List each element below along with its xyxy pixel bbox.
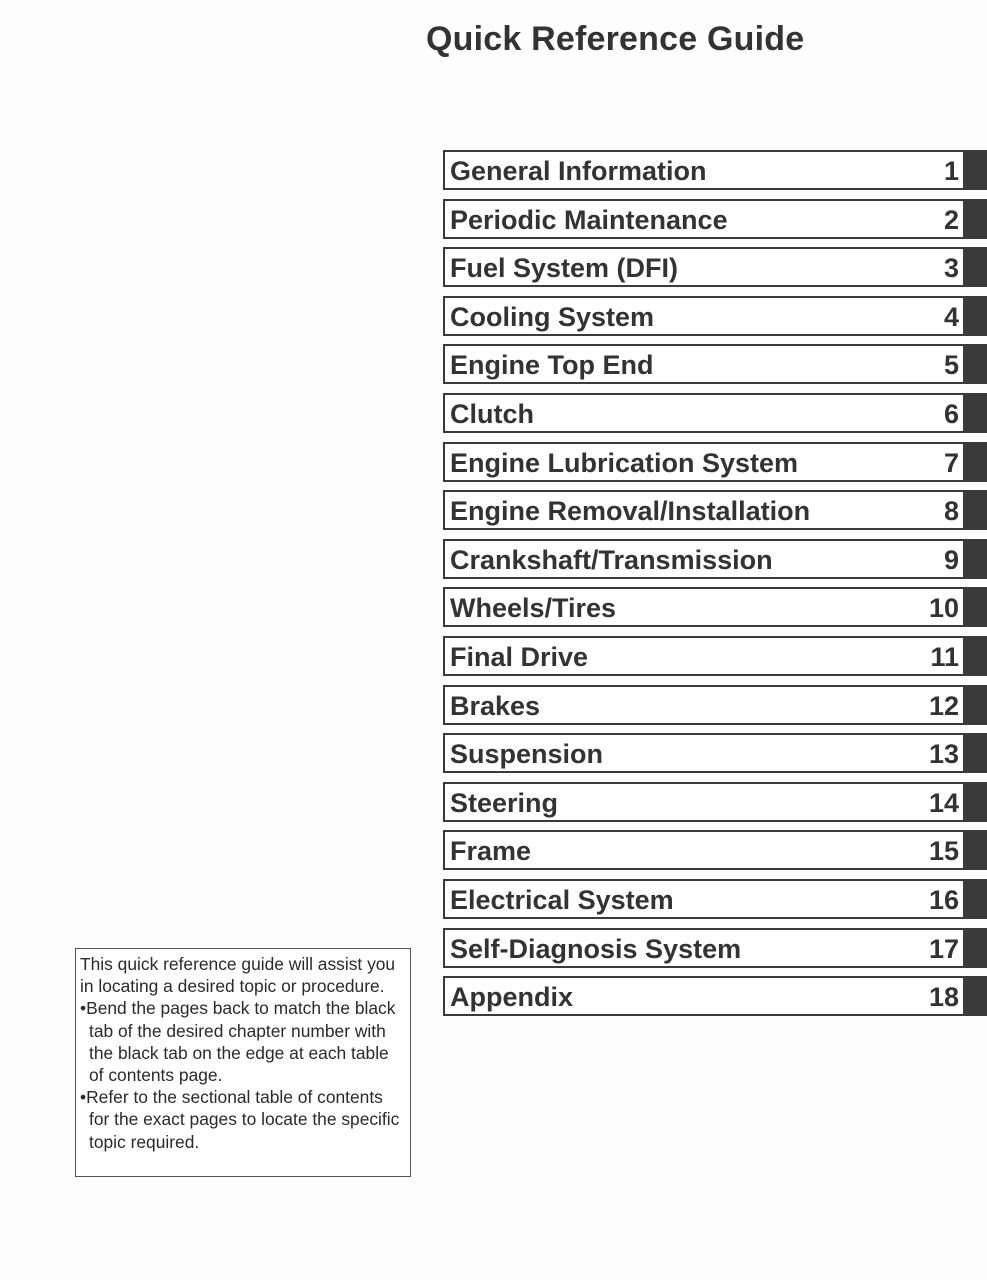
- chapter-box[interactable]: [443, 830, 965, 870]
- chapter-row[interactable]: [443, 539, 987, 579]
- chapter-row[interactable]: [443, 490, 987, 530]
- chapter-label: Engine Top End: [450, 350, 654, 381]
- guide-note-intro: This quick reference guide will assist you in locating a desired topic or procedure.: [80, 954, 396, 997]
- chapter-tab[interactable]: [965, 247, 987, 287]
- chapter-tab[interactable]: [965, 733, 987, 773]
- chapter-box[interactable]: [443, 879, 965, 919]
- guide-note-bullet: •Refer to the sectional table of contents for the exact pages to locate the specific topic required.: [80, 1087, 400, 1152]
- chapter-box[interactable]: [443, 976, 965, 1016]
- chapter-label: General Information: [450, 156, 707, 186]
- chapter-tab[interactable]: [965, 685, 987, 725]
- chapter-row[interactable]: [443, 685, 987, 725]
- chapter-row[interactable]: [443, 393, 987, 433]
- chapter-label: Brakes: [450, 690, 541, 721]
- chapter-number: 14: [928, 787, 959, 818]
- chapter-tab[interactable]: [965, 587, 987, 627]
- chapter-row[interactable]: [443, 976, 987, 1016]
- page-title: Quick Reference Guide: [426, 20, 805, 58]
- chapter-label: Suspension: [450, 739, 604, 770]
- chapter-box[interactable]: [443, 442, 965, 482]
- guide-note-bullet: •Bend the pages back to match the black tab of the desired chapter number with the black tab on the edge at each table of contents page.: [80, 998, 396, 1086]
- chapter-number: 5: [943, 350, 959, 381]
- chapter-number: 11: [930, 641, 959, 672]
- chapter-label: Wheels/Tires: [450, 593, 617, 624]
- chapter-tab[interactable]: [965, 296, 987, 336]
- chapter-label: Cooling System: [450, 301, 655, 332]
- chapter-label: Frame: [450, 836, 532, 867]
- chapter-index: [443, 150, 987, 1025]
- chapter-number: 13: [928, 739, 959, 770]
- chapter-number: 6: [943, 398, 959, 429]
- chapter-row[interactable]: [443, 782, 987, 822]
- chapter-label: Final Drive: [450, 641, 589, 672]
- chapter-box[interactable]: [443, 928, 965, 968]
- chapter-label: Steering: [450, 787, 559, 818]
- chapter-number: 17: [928, 933, 959, 964]
- chapter-box[interactable]: [443, 490, 965, 530]
- chapter-box[interactable]: [443, 296, 965, 336]
- chapter-box[interactable]: [443, 782, 965, 822]
- chapter-number: 2: [943, 204, 959, 235]
- chapter-box[interactable]: [443, 247, 965, 287]
- chapter-box[interactable]: [443, 150, 965, 190]
- chapter-tab[interactable]: [965, 539, 987, 579]
- chapter-tab[interactable]: [965, 830, 987, 870]
- chapter-box[interactable]: [443, 199, 965, 239]
- guide-note-box: [75, 948, 411, 1177]
- chapter-number: 1: [943, 156, 959, 186]
- chapter-tab[interactable]: [965, 150, 987, 190]
- chapter-tab[interactable]: [965, 344, 987, 384]
- chapter-box[interactable]: [443, 636, 965, 676]
- chapter-tab[interactable]: [965, 782, 987, 822]
- chapter-number: 4: [943, 301, 959, 332]
- chapter-tab[interactable]: [965, 928, 987, 968]
- chapter-row[interactable]: [443, 587, 987, 627]
- chapter-row[interactable]: [443, 296, 987, 336]
- chapter-box[interactable]: [443, 393, 965, 433]
- chapter-number: 9: [943, 544, 959, 575]
- chapter-row[interactable]: [443, 150, 987, 190]
- chapter-row[interactable]: [443, 199, 987, 239]
- chapter-label: Engine Lubrication System: [450, 447, 799, 478]
- chapter-label: Fuel System (DFI): [450, 253, 679, 284]
- chapter-number: 8: [943, 496, 959, 527]
- chapter-box[interactable]: [443, 587, 965, 627]
- chapter-row[interactable]: [443, 830, 987, 870]
- chapter-label: Electrical System: [450, 884, 674, 915]
- chapter-tab[interactable]: [965, 490, 987, 530]
- chapter-box[interactable]: [443, 685, 965, 725]
- chapter-tab[interactable]: [965, 199, 987, 239]
- chapter-tab[interactable]: [965, 976, 987, 1016]
- chapter-number: 16: [928, 884, 959, 915]
- chapter-row[interactable]: [443, 247, 987, 287]
- chapter-number: 10: [928, 593, 959, 624]
- chapter-row[interactable]: [443, 879, 987, 919]
- chapter-tab[interactable]: [965, 636, 987, 676]
- chapter-row[interactable]: [443, 442, 987, 482]
- chapter-number: 7: [943, 447, 959, 478]
- chapter-number: 15: [928, 836, 959, 867]
- chapter-label: Crankshaft/Transmission: [450, 544, 773, 575]
- chapter-row[interactable]: [443, 636, 987, 676]
- chapter-row[interactable]: [443, 928, 987, 968]
- chapter-number: 12: [928, 690, 959, 721]
- chapter-row[interactable]: [443, 733, 987, 773]
- chapter-label: Self-Diagnosis System: [450, 933, 742, 964]
- chapter-tab[interactable]: [965, 879, 987, 919]
- chapter-label: Clutch: [450, 398, 534, 429]
- chapter-box[interactable]: [443, 539, 965, 579]
- chapter-number: 18: [928, 982, 959, 1013]
- chapter-box[interactable]: [443, 733, 965, 773]
- chapter-box[interactable]: [443, 344, 965, 384]
- chapter-number: 3: [943, 253, 959, 284]
- chapter-label: Appendix: [450, 982, 574, 1013]
- chapter-label: Periodic Maintenance: [450, 204, 728, 235]
- chapter-tab[interactable]: [965, 393, 987, 433]
- chapter-row[interactable]: [443, 344, 987, 384]
- chapter-tab[interactable]: [965, 442, 987, 482]
- chapter-label: Engine Removal/Installation: [450, 496, 811, 527]
